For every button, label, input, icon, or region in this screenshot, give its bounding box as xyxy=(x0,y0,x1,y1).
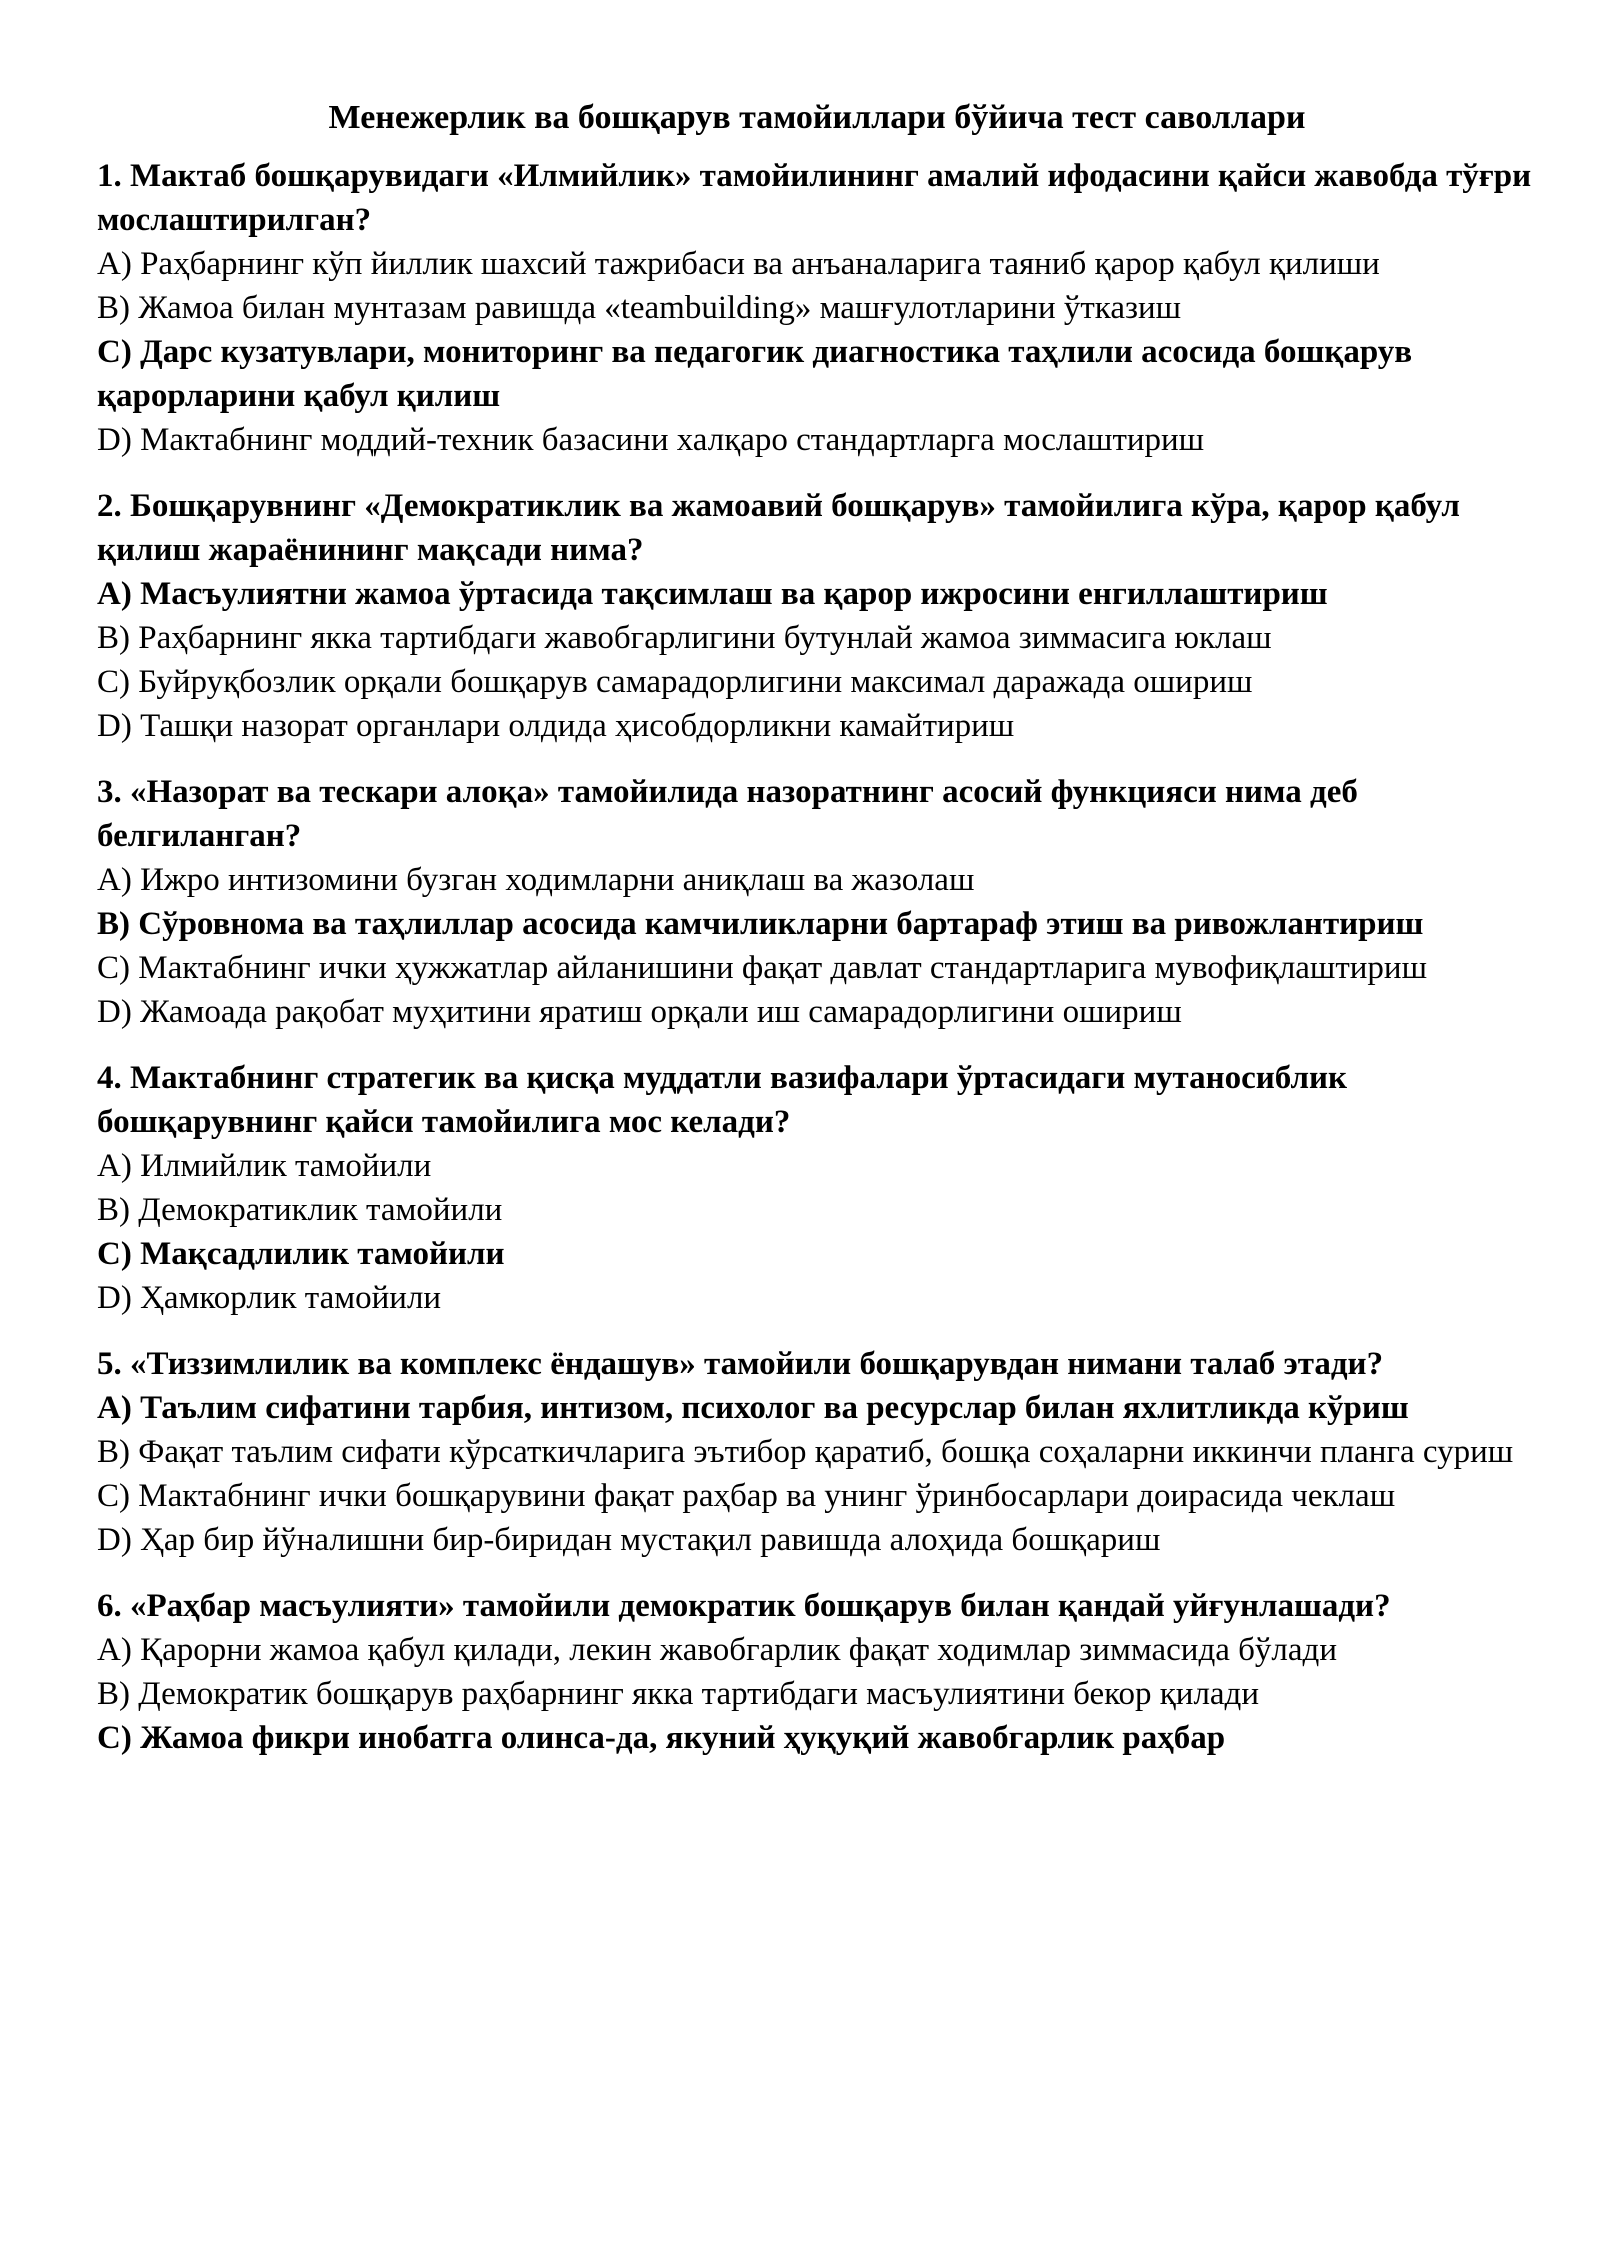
option-d: D) Ҳамкорлик тамойили xyxy=(97,1280,442,1316)
option-b: B) Демократиклик тамойили xyxy=(97,1192,503,1228)
question-1 xyxy=(97,154,1537,462)
option-a: A) Илмийлик тамойили xyxy=(97,1148,432,1184)
question-2 xyxy=(97,484,1537,748)
option-c-correct: C) Мақсадлилик тамойили xyxy=(97,1236,505,1272)
question-3 xyxy=(97,770,1537,1034)
option-b: B) Жамоа билан мунтазам равишда «teambuilding» машғулотларини ўтказиш xyxy=(97,290,1182,326)
document-page xyxy=(97,96,1537,1782)
question-text: 4. Мактабнинг стратегик ва қисқа муддатли вазифалари ўртасидаги мутаносиблик бошқарувнинг қайси тамойилига мос келади? xyxy=(97,1060,1348,1140)
option-a-correct: A) Масъулиятни жамоа ўртасида тақсимлаш ва қарор ижросини енгиллаштириш xyxy=(97,576,1328,612)
option-b: B) Раҳбарнинг якка тартибдаги жавобгарлигини бутунлай жамоа зиммасига юклаш xyxy=(97,620,1272,656)
question-text: 1. Мактаб бошқарувидаги «Илмийлик» тамойилининг амалий ифодасини қайси жавобда тўғри мослаштирилган? xyxy=(97,158,1532,238)
option-c-correct: C) Дарс кузатувлари, мониторинг ва педагогик диагностика таҳлили асосида бошқарув қарорларини қабул қилиш xyxy=(97,334,1413,414)
option-d: D) Ҳар бир йўналишни бир-биридан мустақил равишда алоҳида бошқариш xyxy=(97,1522,1161,1558)
option-c-correct: C) Жамоа фикри инобатга олинса-да, якуний ҳуқуқий жавобгарлик раҳбар xyxy=(97,1720,1226,1756)
option-a-correct: A) Таълим сифатини тарбия, интизом, психолог ва ресурслар билан яхлитликда кўриш xyxy=(97,1390,1409,1426)
question-5 xyxy=(97,1342,1537,1562)
question-4 xyxy=(97,1056,1537,1320)
option-a: A) Ижро интизомини бузган ходимларни аниқлаш ва жазолаш xyxy=(97,862,975,898)
question-text: 3. «Назорат ва тескари алоқа» тамойилида назоратнинг асосий функцияси нима деб белгиланган? xyxy=(97,774,1358,854)
option-d: D) Ташқи назорат органлари олдида ҳисобдорликни камайтириш xyxy=(97,708,1015,744)
question-text: 5. «Тиззимлилик ва комплекс ёндашув» тамойили бошқарувдан нимани талаб этади? xyxy=(97,1346,1384,1382)
question-text: 2. Бошқарувнинг «Демократиклик ва жамоавий бошқарув» тамойилига кўра, қарор қабул қилиш жараёнининг мақсади нима? xyxy=(97,488,1460,568)
option-b: B) Фақат таълим сифати кўрсаткичларига эътибор қаратиб, бошқа соҳаларни иккинчи планга суриш xyxy=(97,1434,1514,1470)
question-text: 6. «Раҳбар масъулияти» тамойили демократик бошқарув билан қандай уйғунлашади? xyxy=(97,1588,1391,1624)
option-d: D) Мактабнинг моддий-техник базасини халқаро стандартларга мослаштириш xyxy=(97,422,1205,458)
option-d: D) Жамоада рақобат муҳитини яратиш орқали иш самарадорлигини ошириш xyxy=(97,994,1182,1030)
option-a: A) Қарорни жамоа қабул қилади, лекин жавобгарлик фақат ходимлар зиммасида бўлади xyxy=(97,1632,1337,1668)
document-title: Менежерлик ва бошқарув тамойиллари бўйича тест саволлари xyxy=(328,99,1306,136)
option-b: B) Демократик бошқарув раҳбарнинг якка тартибдаги масъулиятини бекор қилади xyxy=(97,1676,1260,1712)
option-c: C) Мактабнинг ички бошқарувини фақат раҳбар ва унинг ўринбосарлари доирасида чеклаш xyxy=(97,1478,1396,1514)
option-c: C) Буйруқбозлик орқали бошқарув самарадорлигини максимал даражада ошириш xyxy=(97,664,1253,700)
option-c: C) Мактабнинг ички ҳужжатлар айланишини фақат давлат стандартларига мувофиқлаштириш xyxy=(97,950,1427,986)
option-a: A) Раҳбарнинг кўп йиллик шахсий тажрибаси ва анъаналарига таяниб қарор қабул қилиши xyxy=(97,246,1380,282)
option-b-correct: B) Сўровнома ва таҳлиллар асосида камчиликларни бартараф этиш ва ривожлантириш xyxy=(97,906,1424,942)
question-6 xyxy=(97,1584,1537,1760)
